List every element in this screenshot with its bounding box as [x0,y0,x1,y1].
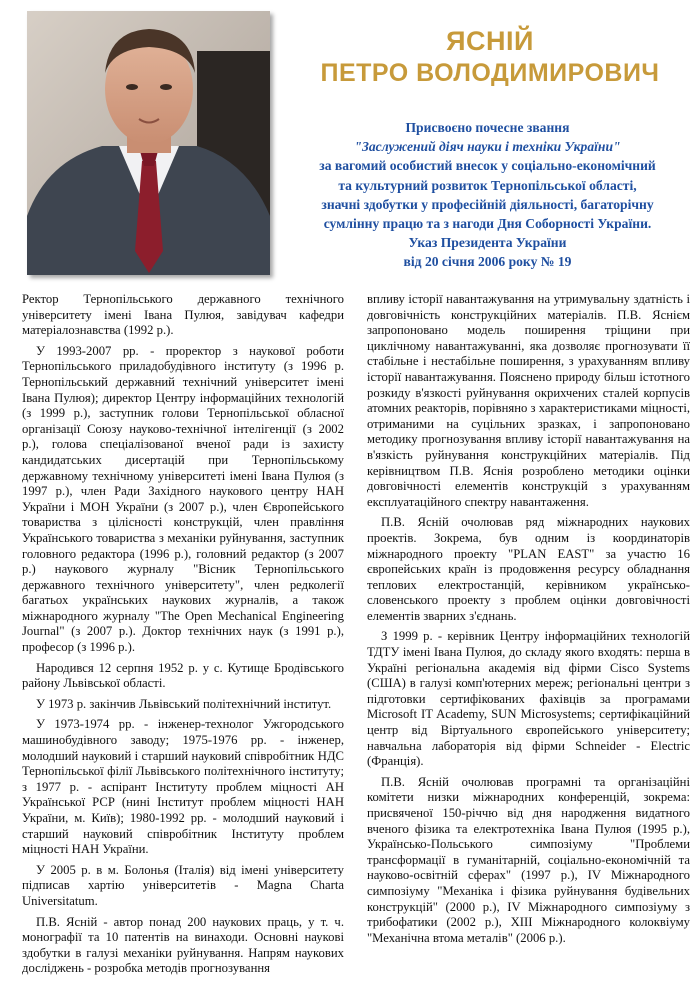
surname: ЯСНІЙ [446,26,534,56]
bio-paragraph: У 1973 р. закінчив Львівський політехнічний інститут. [36,696,332,711]
award-line-3: за вагомий особистий внесок у соціально-економічний [319,158,656,174]
award-line-1: Присвоєно почесне звання [405,120,570,135]
biography-right-column [367,292,690,951]
decree-title: Указ Президента України [408,235,567,251]
bio-paragraph: У 1973-1974 рр. - інженер-технолог Ужгородського машинобудівного заводу; 1975-1976 рр. - інженер, молодший науковий і старший науковий співробітник НДС Тернопільської філії Львівського політехнічного інституту; з 1977 р. - аспірант Інституту проблем міцності АН Української РСР (нині Інститут проблем міцності НАН України, м. Київ); 1980-1992 рр. - молодший науковий і старший науковий співробітник Інституту проблем міцності НАН України. [22,717,344,857]
bio-paragraph: З 1999 р. - керівник Центру інформаційних технологій ТДТУ імені Івана Пулюя, до складу якого входять: перша в Україні регіональна академія від фірми Cisco Systems (США) в галузі комп'ютерних мереж; регіональні центри з підготовки сертифікованих фахівців за програмами Microsoft IT Academy, SUN Microsystems; сертифікаційний центр від Віртуального європейського університету; навчальна лабораторія від фірми Schneider - Electric (Франція). [367,629,690,769]
award-line-5: значні здобутки у професійній діяльності, багаторічну [321,196,654,212]
award-title: "Заслужений діяч науки і техніки України" [354,139,621,155]
given-names: ПЕТРО ВОЛОДИМИРОВИЧ [320,59,660,87]
bio-paragraph: Ректор Тернопільського державного технічного університету імені Івана Пулюя, завідувач кафедри матеріалознавства (1992 р.). [22,292,344,338]
portrait-photo [27,11,270,275]
award-line-6: сумлінну працю та з нагоди Дня Соборності України. [323,216,652,232]
bio-paragraph: П.В. Ясній очолював ряд міжнародних наукових проектів. Зокрема, був одним із координаторів міжнародного проекту "PLAN EAST" за участю 16 європейських країн із продовження ресурсу обладнання теплових електростанцій, керівником українсько-словенського проекту з проблем оцінки довговічності елементів зварних з'єднань. [367,515,690,623]
person-name [290,26,690,88]
bio-paragraph: П.В. Ясній - автор понад 200 наукових праць, у т. ч. монографії та 10 патентів на винаходи. Основні наукові здобутки в галузі механіки руйнування. Напрям наукових досліджень - розробка методів прогнозування [22,914,344,976]
bio-paragraph: У 1993-2007 рр. - проректор з наукової роботи Тернопільського приладобудівного інституту (з 1996 р. Тернопільський державний технічний університет імені Івана Пулюя); директор Центру інформаційних технологій (з 1999 р.), заступник голови Тернопільської обласної організації Союзу науково-технічної інтелігенції (з 2002 р.), голова спеціалізованої вченої ради із захисту кандидатських дисертацій при Тернопільському державному технічному університеті імені Івана Пулюя (з 1997 р.), член Ради Західного наукового центру НАН України і МОН України (з 2007 р.), член Європейського товариства з цілісності конструкцій, член правління Українського товариства з механіки руйнування, заступник головного редактора (1996 р.), головний редактор (з 2007 р.) наукового журналу "Вісник Тернопільського державного технічного університету", член редколегії багатьох українських наукових журналів, а також міжнародного журналу "The Open Mechanical Engineering Journal" (з 2007 р.). Доктор технічних наук (з 1991 р.), професор (з 1996 р.). [22,343,344,655]
award-line-4: та культурний розвиток Тернопільської області, [338,177,637,193]
bio-paragraph: впливу історії навантажування на утримувальну здатність і довговічність конструкційних матеріалів. П.В. Яснієм запропоновано модель поширення тріщини при циклічному навантажуванні, яка дозволяє прогнозувати її стабільне і нестабільне поширення, з урахуванням впливу історії навантажування. Пояснено природу більш істотного розкиду в'язкості руйнування окрихчених сталей корпусів атомних реакторів, порівняно з характеристиками міцності, отриманими на суцільних зразках, і запропоновано методику прогнозування впливу історії навантажування на в'язкість руйнування конструкційних матеріалів. Під керівництвом П.В. Яснія розроблено методики оцінки довговічності елементів конструкцій з урахуванням експлуатаційного спектру навантаження. [367,292,691,509]
biography-left-column [22,292,344,982]
decree-date: від 20 січня 2006 року № 19 [403,254,572,270]
bio-paragraph: П.В. Ясній очолював програмні та організаційні комітети низки міжнародних конференцій, зокрема: присвяченої 150-річчю від дня народження видатного вченого фізика та електротехніка Івана Пулюя (1995 р.), Українсько-Польського симпозіуму "Проблеми трансформації в гуманітарній, соціально-економічній та науково-освітній сферах" (1997 р.), IV Міжнародного симпозіуму "Механіка і фізика руйнування будівельних конструкцій" (2000 р.), IV Міжнародного симпозіуму з трибофатики (2002 р.), XIII Міжнародного колоквіуму "Механічна втома металів" (2006 р.). [367,774,690,945]
bio-paragraph: Народився 12 серпня 1952 р. у с. Кутище Бродівського району Львівської області. [22,660,344,691]
award-block [280,118,695,272]
bio-paragraph: У 2005 р. в м. Болонья (Італія) від імені університету підписав хартію університетів - Magna Charta Universitatum. [22,862,344,908]
